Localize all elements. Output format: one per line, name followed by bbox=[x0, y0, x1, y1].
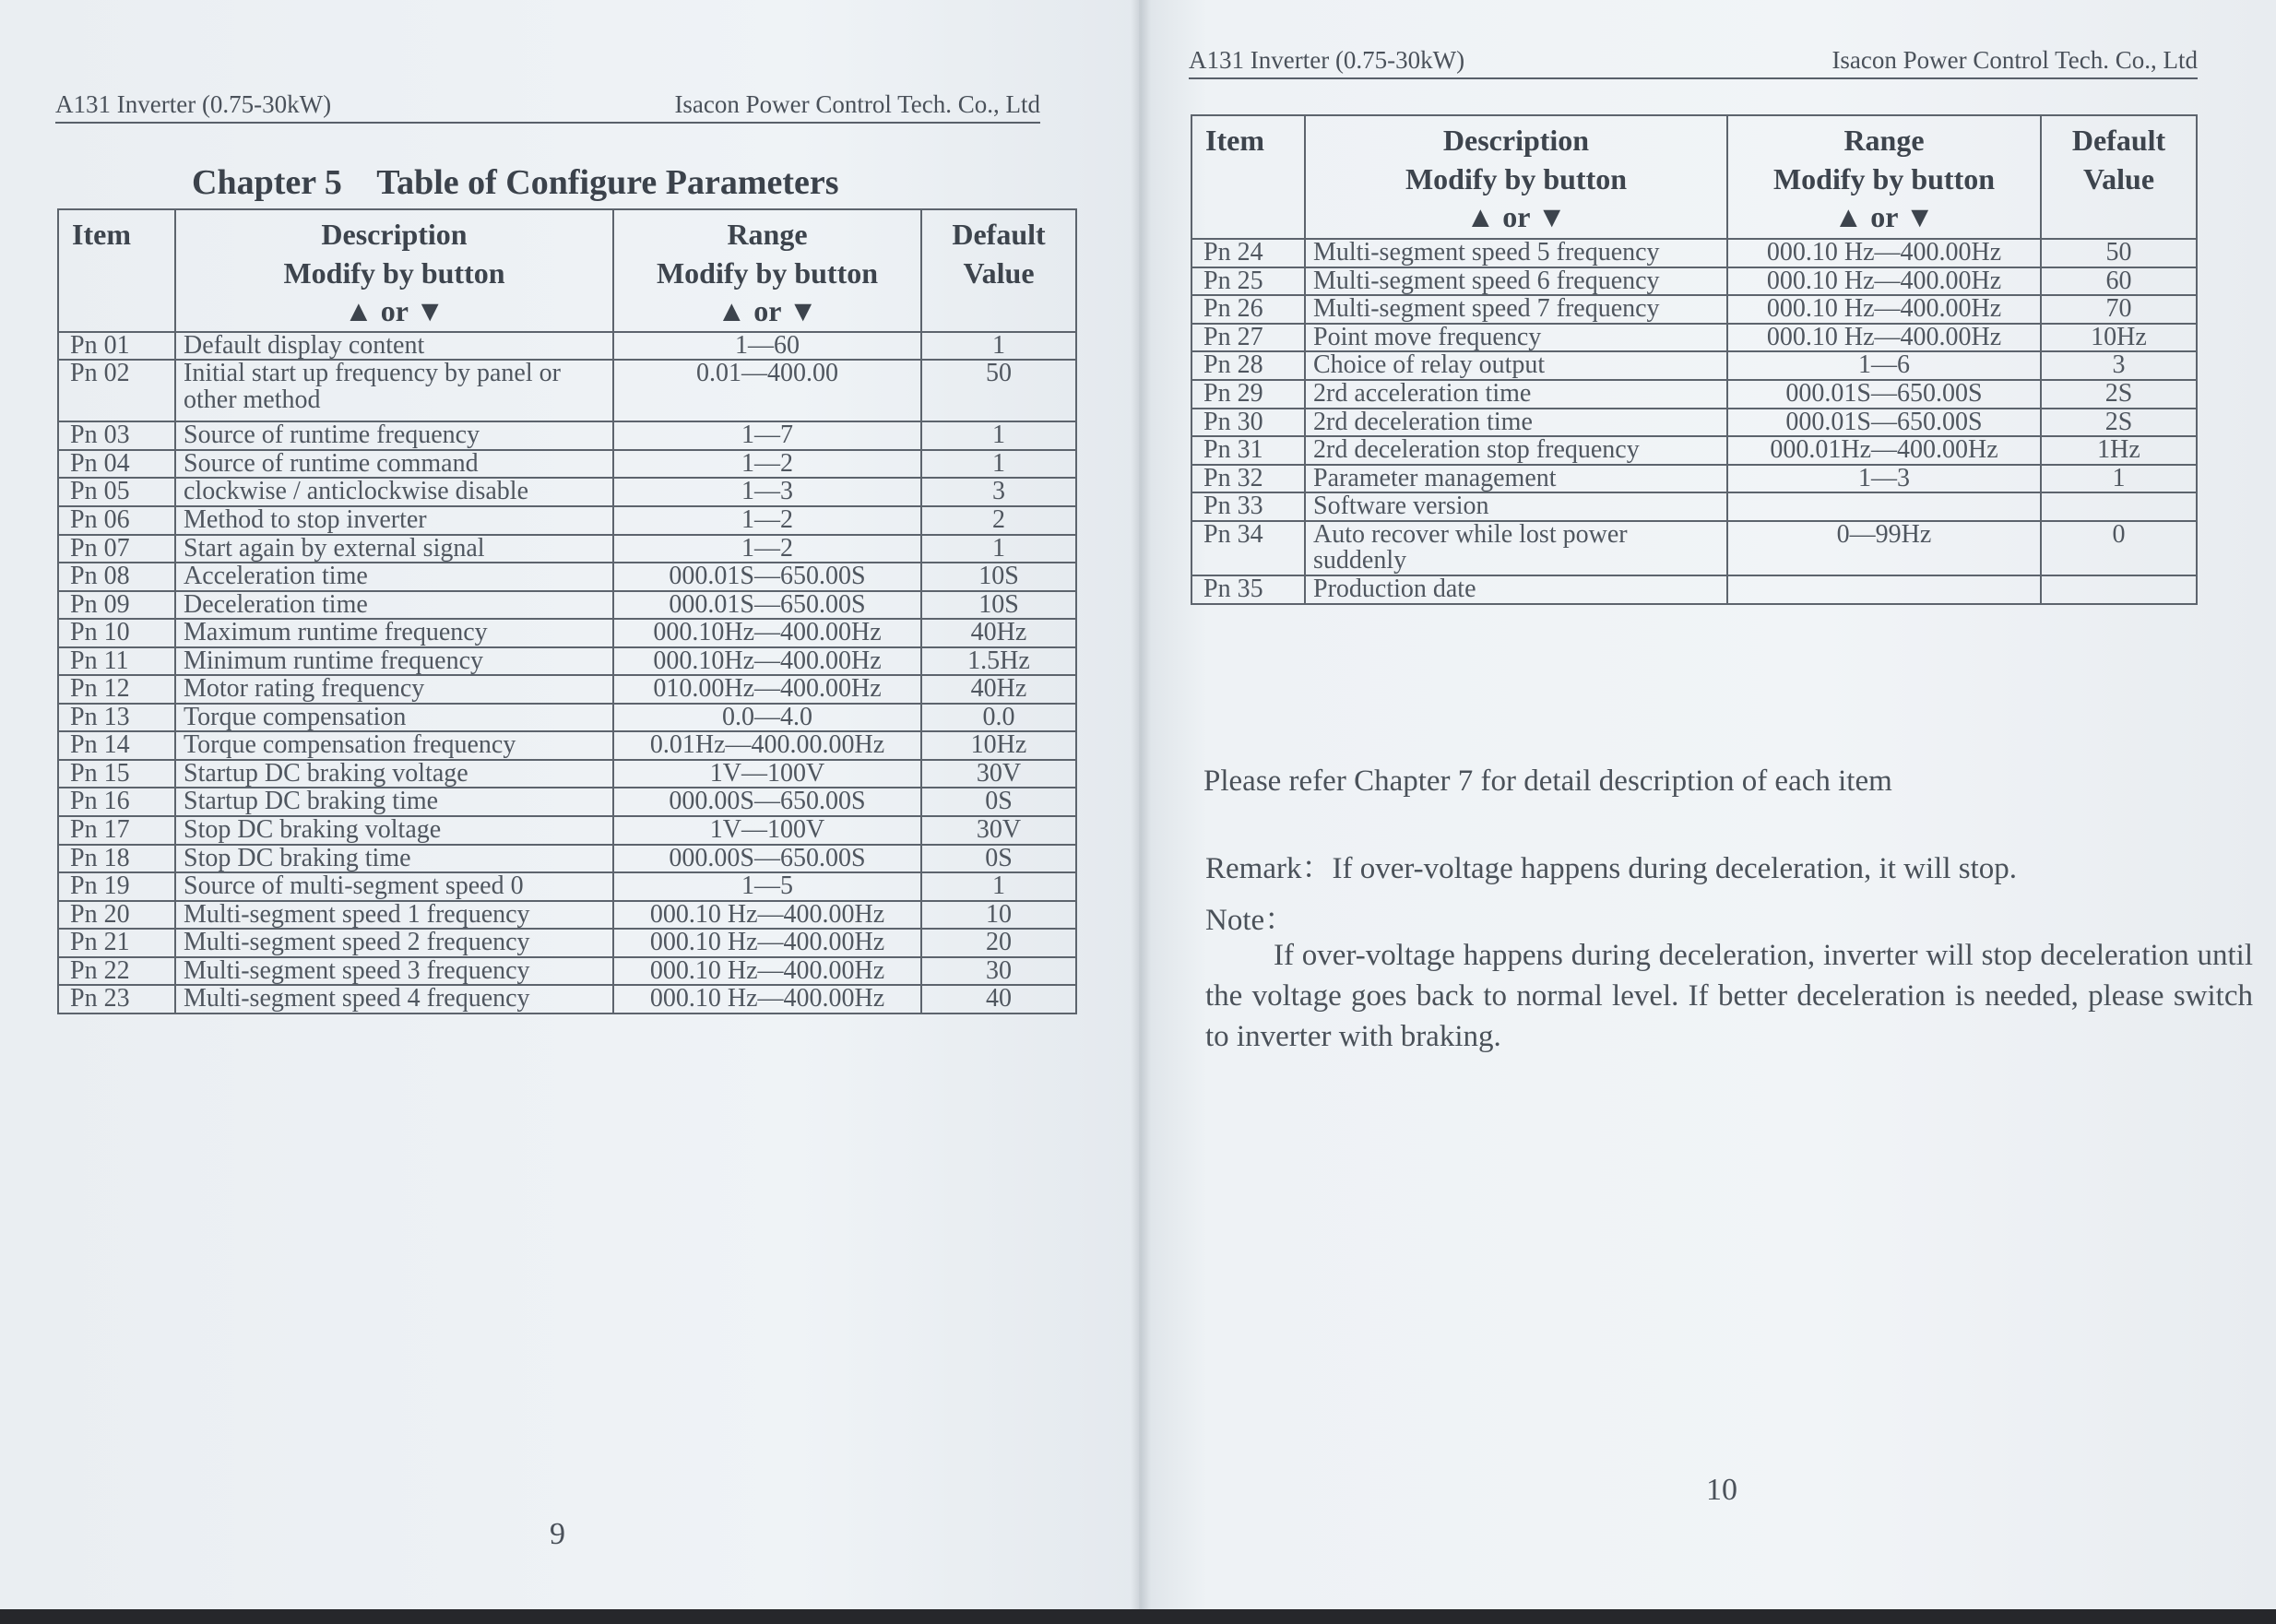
table-row bbox=[58, 675, 1076, 704]
table-row bbox=[1191, 575, 2197, 604]
table-row bbox=[58, 957, 1076, 986]
header-line: Description bbox=[1442, 124, 1590, 157]
cell-description: 2rd deceleration stop frequency bbox=[1305, 436, 1727, 465]
cell-range: 1—2 bbox=[613, 506, 921, 535]
cell-item: Pn 11 bbox=[58, 647, 175, 676]
cell-description: 2rd acceleration time bbox=[1305, 380, 1727, 409]
cell-default: 0.0 bbox=[921, 704, 1076, 732]
cell-item: Pn 19 bbox=[58, 872, 175, 901]
cell-default: 0S bbox=[921, 788, 1076, 816]
header-company: Isacon Power Control Tech. Co., Ltd bbox=[674, 90, 1040, 118]
cell-item: Pn 20 bbox=[58, 901, 175, 930]
cell-range: 1—60 bbox=[613, 332, 921, 361]
cell-item: Pn 12 bbox=[58, 675, 175, 704]
up-down-arrows-label: ▲ or ▼ bbox=[717, 294, 818, 328]
cell-item: Pn 33 bbox=[1191, 492, 1305, 521]
column-header-item: Item bbox=[58, 209, 175, 332]
cell-range: 1—2 bbox=[613, 535, 921, 563]
cell-item: Pn 26 bbox=[1191, 295, 1305, 324]
cell-default: 40Hz bbox=[921, 675, 1076, 704]
cell-description: Initial start up frequency by panel or other method bbox=[175, 360, 613, 421]
cell-range: 0.0—4.0 bbox=[613, 704, 921, 732]
cell-range: 1—5 bbox=[613, 872, 921, 901]
cell-range: 1—7 bbox=[613, 421, 921, 450]
cell-description: Stop DC braking time bbox=[175, 845, 613, 873]
remark-text: Remark：If over-voltage happens during deceleration, it will stop. bbox=[1205, 852, 2017, 885]
cell-description: Production date bbox=[1305, 575, 1727, 604]
up-down-arrows-label: ▲ or ▼ bbox=[1465, 200, 1567, 234]
table-header-row bbox=[58, 209, 1076, 332]
cell-default: 1 bbox=[921, 872, 1076, 901]
book-gutter-shadow bbox=[1131, 0, 1151, 1609]
cell-item: Pn 17 bbox=[58, 816, 175, 845]
header-line: Value bbox=[2082, 161, 2155, 196]
cell-item: Pn 21 bbox=[58, 929, 175, 957]
table-row bbox=[1191, 239, 2197, 267]
cell-default: 10 bbox=[921, 901, 1076, 930]
cell-range: 1—3 bbox=[613, 478, 921, 506]
cell-description: clockwise / anticlockwise disable bbox=[175, 478, 613, 506]
table-row bbox=[1191, 267, 2197, 296]
cell-description: Multi-segment speed 5 frequency bbox=[1305, 239, 1727, 267]
table-row bbox=[1191, 465, 2197, 493]
cell-range: 0.01—400.00 bbox=[613, 360, 921, 421]
cell-description: Acceleration time bbox=[175, 563, 613, 591]
cell-default: 50 bbox=[2041, 239, 2197, 267]
table-row bbox=[1191, 351, 2197, 380]
cell-item: Pn 02 bbox=[58, 360, 175, 421]
header-line: Value bbox=[963, 255, 1035, 290]
cell-description: Deceleration time bbox=[175, 591, 613, 620]
cell-item: Pn 04 bbox=[58, 450, 175, 479]
cell-description: Source of runtime frequency bbox=[175, 421, 613, 450]
table-row bbox=[58, 845, 1076, 873]
cell-range: 000.10 Hz—400.00Hz bbox=[613, 901, 921, 930]
cell-range: 000.01S—650.00S bbox=[1727, 380, 2041, 409]
header-line: Modify by button bbox=[283, 255, 505, 290]
table-row bbox=[58, 647, 1076, 676]
table-row bbox=[58, 816, 1076, 845]
cell-description: Multi-segment speed 7 frequency bbox=[1305, 295, 1727, 324]
column-header-default bbox=[921, 209, 1076, 332]
cell-description: Auto recover while lost power suddenly bbox=[1305, 521, 1727, 575]
cell-default: 3 bbox=[921, 478, 1076, 506]
table-row bbox=[58, 506, 1076, 535]
table-row bbox=[58, 731, 1076, 760]
cell-item: Pn 30 bbox=[1191, 409, 1305, 437]
cell-item: Pn 10 bbox=[58, 619, 175, 647]
note-body: If over-voltage happens during deceleration, inverter will stop deceleration until the voltage goes back to normal level. If better deceleration is needed, please switch to inverter with braking. bbox=[1205, 939, 2253, 1053]
cell-description: Source of runtime command bbox=[175, 450, 613, 479]
cell-item: Pn 14 bbox=[58, 731, 175, 760]
column-header-description bbox=[175, 209, 613, 332]
cell-description: Stop DC braking voltage bbox=[175, 816, 613, 845]
cell-range: 000.01S—650.00S bbox=[1727, 409, 2041, 437]
cell-item: Pn 24 bbox=[1191, 239, 1305, 267]
cell-default: 10Hz bbox=[921, 731, 1076, 760]
chapter-title: Chapter 5 Table of Configure Parameters bbox=[192, 163, 839, 202]
cell-default: 60 bbox=[2041, 267, 2197, 296]
running-header bbox=[55, 90, 1040, 124]
table-row bbox=[58, 360, 1076, 421]
cell-description: Maximum runtime frequency bbox=[175, 619, 613, 647]
page-number: 9 bbox=[550, 1517, 565, 1551]
cell-range: 1—2 bbox=[613, 450, 921, 479]
note-label: Note： bbox=[1205, 904, 1296, 937]
cell-description: Multi-segment speed 3 frequency bbox=[175, 957, 613, 986]
cell-item: Pn 09 bbox=[58, 591, 175, 620]
column-header-range bbox=[613, 209, 921, 332]
table-row bbox=[1191, 521, 2197, 575]
background-surface bbox=[0, 1609, 2276, 1624]
cell-default: 10S bbox=[921, 563, 1076, 591]
cell-description: Parameter management bbox=[1305, 465, 1727, 493]
cell-default: 20 bbox=[921, 929, 1076, 957]
table-row bbox=[58, 421, 1076, 450]
cell-description: Multi-segment speed 2 frequency bbox=[175, 929, 613, 957]
cell-description: Minimum runtime frequency bbox=[175, 647, 613, 676]
cell-range: 000.10 Hz—400.00Hz bbox=[1727, 295, 2041, 324]
cell-range: 000.00S—650.00S bbox=[613, 845, 921, 873]
header-line: Default bbox=[952, 218, 1046, 251]
table-row bbox=[58, 704, 1076, 732]
cell-default: 10Hz bbox=[2041, 324, 2197, 352]
cell-default: 30V bbox=[921, 760, 1076, 788]
header-line: Default bbox=[2071, 124, 2166, 157]
page-right bbox=[1139, 0, 2276, 1609]
up-down-arrows-label: ▲ or ▼ bbox=[344, 294, 445, 328]
parameter-table bbox=[57, 208, 1077, 1014]
cell-range: 000.01Hz—400.00Hz bbox=[1727, 436, 2041, 465]
cell-default: 3 bbox=[2041, 351, 2197, 380]
cell-default: 40 bbox=[921, 985, 1076, 1014]
cell-range: 000.10Hz—400.00Hz bbox=[613, 647, 921, 676]
cell-range: 000.10 Hz—400.00Hz bbox=[613, 985, 921, 1014]
column-header-description bbox=[1305, 115, 1727, 239]
cell-description: Multi-segment speed 4 frequency bbox=[175, 985, 613, 1014]
up-down-arrows-label: ▲ or ▼ bbox=[1833, 200, 1935, 234]
cell-item: Pn 22 bbox=[58, 957, 175, 986]
table-row bbox=[1191, 295, 2197, 324]
cell-range bbox=[1727, 575, 2041, 604]
header-product: A131 Inverter (0.75-30kW) bbox=[55, 90, 332, 118]
cell-item: Pn 15 bbox=[58, 760, 175, 788]
cell-range: 1—3 bbox=[1727, 465, 2041, 493]
header-line: Modify by button bbox=[656, 255, 879, 290]
cell-item: Pn 18 bbox=[58, 845, 175, 873]
cell-default bbox=[2041, 492, 2197, 521]
header-line: Modify by button bbox=[1772, 161, 1996, 196]
cell-range: 0—99Hz bbox=[1727, 521, 2041, 575]
cell-default bbox=[2041, 575, 2197, 604]
page-left bbox=[0, 0, 1139, 1609]
cell-range: 000.10 Hz—400.00Hz bbox=[613, 957, 921, 986]
table-row bbox=[58, 901, 1076, 930]
table-row bbox=[1191, 492, 2197, 521]
table-row bbox=[1191, 436, 2197, 465]
cell-default: 1 bbox=[921, 450, 1076, 479]
cell-item: Pn 16 bbox=[58, 788, 175, 816]
cell-default: 0S bbox=[921, 845, 1076, 873]
cell-item: Pn 08 bbox=[58, 563, 175, 591]
table-header-row bbox=[1191, 115, 2197, 239]
table-row bbox=[58, 788, 1076, 816]
cell-range: 010.00Hz—400.00Hz bbox=[613, 675, 921, 704]
cell-description: Source of multi-segment speed 0 bbox=[175, 872, 613, 901]
refer-note: Please refer Chapter 7 for detail description of each item bbox=[1203, 765, 1892, 798]
cell-item: Pn 31 bbox=[1191, 436, 1305, 465]
cell-range: 000.10Hz—400.00Hz bbox=[613, 619, 921, 647]
cell-default: 0 bbox=[2041, 521, 2197, 575]
cell-range: 000.01S—650.00S bbox=[613, 563, 921, 591]
column-header-range bbox=[1727, 115, 2041, 239]
cell-description: Choice of relay output bbox=[1305, 351, 1727, 380]
table-row bbox=[58, 450, 1076, 479]
cell-range: 1V—100V bbox=[613, 760, 921, 788]
cell-item: Pn 34 bbox=[1191, 521, 1305, 575]
cell-default: 30 bbox=[921, 957, 1076, 986]
cell-default: 40Hz bbox=[921, 619, 1076, 647]
cell-description: Start again by external signal bbox=[175, 535, 613, 563]
cell-default: 30V bbox=[921, 816, 1076, 845]
cell-range: 0.01Hz—400.00.00Hz bbox=[613, 731, 921, 760]
table-row bbox=[58, 929, 1076, 957]
cell-item: Pn 25 bbox=[1191, 267, 1305, 296]
cell-default: 70 bbox=[2041, 295, 2197, 324]
cell-description: Default display content bbox=[175, 332, 613, 361]
column-header-item: Item bbox=[1191, 115, 1305, 239]
table-row bbox=[58, 478, 1076, 506]
running-header bbox=[1189, 46, 2198, 79]
cell-default: 2S bbox=[2041, 380, 2197, 409]
cell-description: Multi-segment speed 1 frequency bbox=[175, 901, 613, 930]
cell-description: Motor rating frequency bbox=[175, 675, 613, 704]
cell-default: 10S bbox=[921, 591, 1076, 620]
cell-item: Pn 03 bbox=[58, 421, 175, 450]
header-product: A131 Inverter (0.75-30kW) bbox=[1189, 46, 1465, 74]
table-row bbox=[58, 985, 1076, 1014]
cell-default: 1 bbox=[921, 421, 1076, 450]
cell-item: Pn 29 bbox=[1191, 380, 1305, 409]
header-company: Isacon Power Control Tech. Co., Ltd bbox=[1831, 46, 2198, 74]
table-row bbox=[58, 332, 1076, 361]
cell-description: Startup DC braking voltage bbox=[175, 760, 613, 788]
table-row bbox=[1191, 380, 2197, 409]
cell-range bbox=[1727, 492, 2041, 521]
page-number: 10 bbox=[1706, 1473, 1737, 1507]
cell-default: 1Hz bbox=[2041, 436, 2197, 465]
table-row bbox=[58, 563, 1076, 591]
cell-item: Pn 06 bbox=[58, 506, 175, 535]
parameter-table bbox=[1191, 114, 2198, 605]
cell-item: Pn 32 bbox=[1191, 465, 1305, 493]
table-row bbox=[1191, 409, 2197, 437]
cell-range: 000.10 Hz—400.00Hz bbox=[1727, 267, 2041, 296]
cell-description: Torque compensation frequency bbox=[175, 731, 613, 760]
cell-range: 000.10 Hz—400.00Hz bbox=[613, 929, 921, 957]
table-row bbox=[58, 619, 1076, 647]
header-line: Description bbox=[321, 218, 468, 251]
cell-description: Multi-segment speed 6 frequency bbox=[1305, 267, 1727, 296]
cell-range: 1—6 bbox=[1727, 351, 2041, 380]
table-row bbox=[58, 872, 1076, 901]
cell-range: 000.01S—650.00S bbox=[613, 591, 921, 620]
cell-default: 1 bbox=[921, 332, 1076, 361]
cell-item: Pn 23 bbox=[58, 985, 175, 1014]
cell-range: 000.00S—650.00S bbox=[613, 788, 921, 816]
cell-description: Torque compensation bbox=[175, 704, 613, 732]
cell-description: Point move frequency bbox=[1305, 324, 1727, 352]
table-row bbox=[58, 760, 1076, 788]
cell-range: 000.10 Hz—400.00Hz bbox=[1727, 324, 2041, 352]
cell-description: Method to stop inverter bbox=[175, 506, 613, 535]
cell-range: 000.10 Hz—400.00Hz bbox=[1727, 239, 2041, 267]
table-row bbox=[1191, 324, 2197, 352]
table-row bbox=[58, 535, 1076, 563]
header-line: Modify by button bbox=[1405, 161, 1628, 196]
cell-default: 2 bbox=[921, 506, 1076, 535]
cell-default: 2S bbox=[2041, 409, 2197, 437]
cell-item: Pn 05 bbox=[58, 478, 175, 506]
cell-item: Pn 07 bbox=[58, 535, 175, 563]
cell-default: 1.5Hz bbox=[921, 647, 1076, 676]
table-row bbox=[58, 591, 1076, 620]
cell-default: 1 bbox=[921, 535, 1076, 563]
cell-description: Software version bbox=[1305, 492, 1727, 521]
cell-item: Pn 35 bbox=[1191, 575, 1305, 604]
cell-description: 2rd deceleration time bbox=[1305, 409, 1727, 437]
column-header-default bbox=[2041, 115, 2197, 239]
cell-item: Pn 01 bbox=[58, 332, 175, 361]
header-line: Range bbox=[1843, 124, 1925, 157]
cell-item: Pn 13 bbox=[58, 704, 175, 732]
cell-item: Pn 28 bbox=[1191, 351, 1305, 380]
cell-description: Startup DC braking time bbox=[175, 788, 613, 816]
cell-item: Pn 27 bbox=[1191, 324, 1305, 352]
cell-range: 1V—100V bbox=[613, 816, 921, 845]
header-line: Range bbox=[727, 218, 808, 251]
cell-default: 50 bbox=[921, 360, 1076, 421]
cell-default: 1 bbox=[2041, 465, 2197, 493]
